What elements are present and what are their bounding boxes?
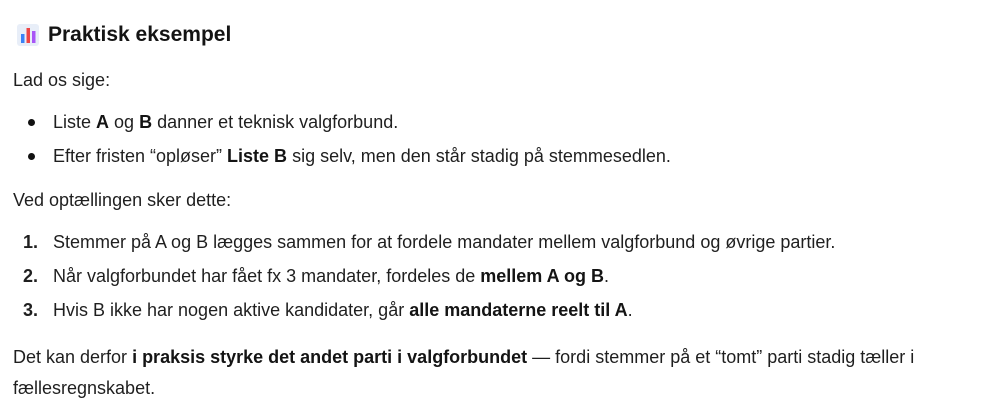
conclusion-paragraph — [13, 342, 953, 404]
bullet-dot — [28, 119, 35, 126]
list-item — [13, 259, 835, 293]
text-span: — fordi stemmer på et “tomt” parti stadig tæller i fællesregnskabet. — [13, 347, 915, 398]
intro-text: Lad os sige: — [13, 70, 111, 90]
text-span: Det kan derfor — [13, 347, 133, 367]
list-number: 1. — [23, 232, 39, 252]
text-span: Hvis B ikke har nogen aktive kandidater, går — [53, 300, 410, 320]
count-intro-text: Ved optællingen sker dette: — [13, 190, 232, 210]
list-number: 2. — [23, 266, 39, 286]
text-span: og — [109, 112, 140, 132]
bar-chart-icon — [17, 24, 39, 46]
heading-text: Praktisk eksempel — [48, 23, 232, 46]
bold-span: B — [139, 112, 153, 132]
bold-span: mellem A og B — [480, 266, 604, 286]
list-item — [13, 293, 835, 327]
list-item — [13, 139, 671, 173]
bold-span: i praksis styrke det andet parti i valgforbundet — [132, 347, 528, 367]
text-span: Liste — [53, 112, 97, 132]
text-span: . — [603, 266, 609, 286]
text-span: sig selv, men den står stadig på stemmesedlen. — [287, 146, 671, 166]
list-number: 3. — [23, 300, 39, 320]
list-item — [13, 105, 671, 139]
bold-span: A — [96, 112, 110, 132]
bullet-list — [13, 105, 671, 173]
text-span: . — [627, 300, 633, 320]
section-heading — [17, 20, 231, 50]
list-item — [13, 225, 835, 259]
numbered-list — [13, 225, 835, 327]
bold-span: alle mandaterne reelt til A — [409, 300, 628, 320]
bold-span: Liste B — [227, 146, 288, 166]
text-span: Når valgforbundet har fået fx 3 mandater, fordeles de — [53, 266, 481, 286]
text-span: Stemmer på A og B lægges sammen for at fordele mandater mellem valgforbund og øvrige partier. — [53, 232, 836, 252]
text-span: Efter fristen “opløser” — [53, 146, 228, 166]
bullet-dot — [28, 153, 35, 160]
text-span: danner et teknisk valgforbund. — [152, 112, 399, 132]
